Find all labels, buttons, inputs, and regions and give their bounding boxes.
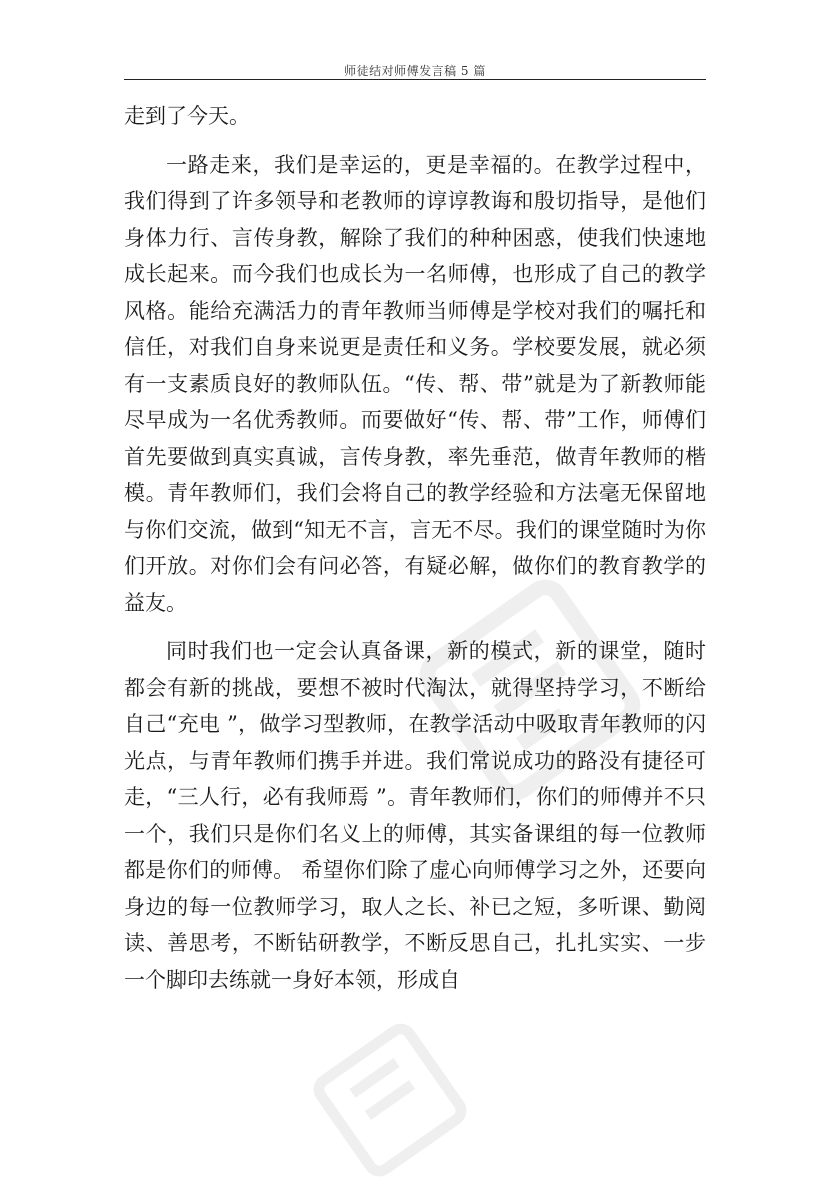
document-body (124, 98, 706, 998)
header-divider (124, 79, 706, 80)
paragraph-continuation: 走到了今天。 (124, 104, 250, 128)
paragraph-gratitude: 一路走来，我们是幸运的，更是幸福的。在教学过程中，我们得到了许多领导和老教师的谆谆教诲和殷切指导，是他们身体力行、言传身教，解除了我们的种种困惑，使我们快速地成长起来。而今我们也成长为一名师傅，也形成了自己的教学风格。能给充满活力的青年教师当师傅是学校对我们的嘱托和信任，对我们自身来说更是责任和义务。学校要发展，就必须有一支素质良好的教师队伍。“传、帮、带”就是为了新教师能尽早成为一名优秀教师。而要做好“传、帮、带”工作，师傅们首先要做到真实真诚，言传身教，率先垂范，做青年教师的楷模。青年教师们，我们会将自己的教学经验和方法毫无保留地与你们交流，做到“知无不言，言无不尽。我们的课堂随时为你们开放。对你们会有问必答，有疑必解，做你们的教育教学的益友。 (124, 152, 706, 615)
page-header-title: 师徒结对师傅发言稿 5 篇 (344, 64, 486, 78)
paragraph-commitment: 同时我们也一定会认真备课，新的模式，新的课堂，随时都会有新的挑战，要想不被时代淘汰，就得坚持学习，不断给自己“充电 ”，做学习型教师，在教学活动中吸取青年教师的闪光点，与青年教师们携手并进。我们常说成功的路没有捷径可走，“三人行，必有我师焉 ”。青年教师们，你们的师傅并不只一个，我们只是你们名义上的师傅，其实备课组的每一位教师都是你们的师傅。 希望你们除了虚心向师傅学习之外，还要向身边的每一位教师学习，取人之长、补已之短，多听课、勤阅读、善思考，不断钻研教学，不断反思自己，扎扎实实、一步一个脚印去练就一身好本领，形成自 (124, 639, 706, 992)
watermark-icon (300, 1010, 480, 1190)
